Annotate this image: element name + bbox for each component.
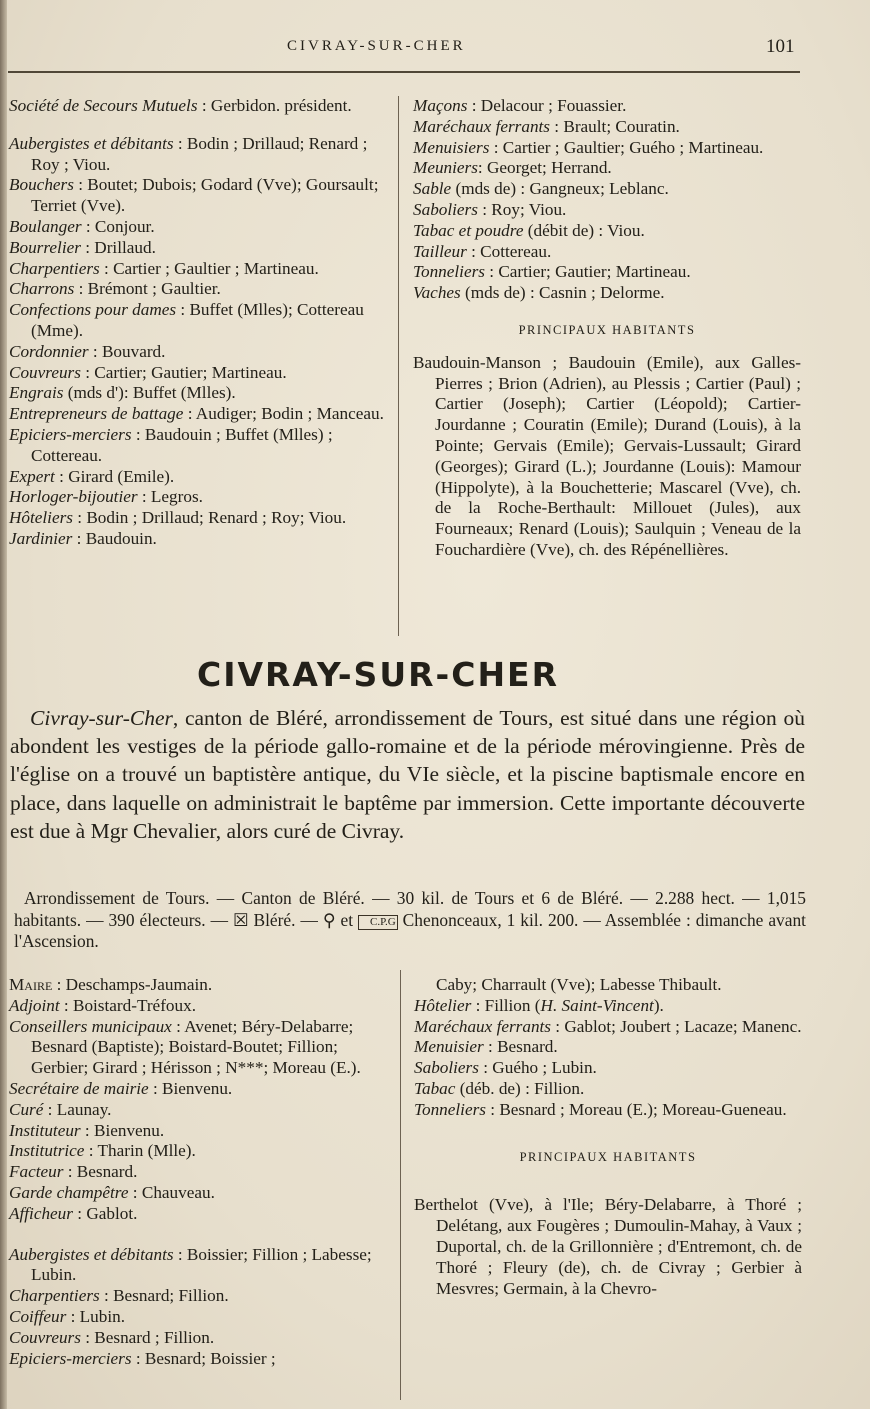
entry: Couvreurs : Besnard ; Fillion. [9, 1327, 215, 1347]
column-divider [400, 970, 401, 1400]
entry: Garde champêtre : Chauveau. [9, 1182, 215, 1202]
commune-introduction [10, 704, 805, 845]
entry: Tonneliers : Besnard ; Moreau (E.); Moreau-Gueneau. [414, 1099, 787, 1119]
entry: Maire : Deschamps-Jaumain. [9, 975, 213, 994]
entry: Confections pour dames : Buffet (Mlles); Cottereau (Mme). [9, 300, 364, 340]
post-office-icon: ☒ [232, 909, 249, 930]
entry: Boulanger : Conjour. [9, 216, 155, 236]
trades-right-column [414, 975, 802, 1299]
commune-name: Civray-sur-Cher [30, 706, 173, 730]
previous-left-column [9, 96, 384, 550]
entry: Charrons : Brémont ; Gaultier. [9, 279, 221, 299]
intro-text: , canton de Bléré, arrondissement de Tours, est situé dans une région où abondent les vestiges de la période gallo-romaine et de la période mérovingienne. Près de l'église on a trouvé un baptistère antique, du VIe siècle, et la piscine baptismale encore en place, dans laquelle on administrait le baptême par immersion. Cette importante découverte est due à Mgr Chevalier, alors curé de Civray. [10, 706, 805, 843]
entry: Epiciers-merciers : Besnard; Boissier ; [9, 1348, 276, 1368]
entry: Hôtelier : Fillion (H. Saint-Vincent). [414, 995, 664, 1015]
header-rule [8, 71, 800, 73]
entry: Adjoint : Boistard-Tréfoux. [9, 995, 196, 1015]
entry: Afficheur : Gablot. [9, 1203, 138, 1223]
entry: Tabac et poudre (débit de) : Viou. [413, 220, 645, 240]
entry: Charpentiers : Cartier ; Gaultier ; Martineau. [9, 258, 319, 278]
entry: Curé : Launay. [9, 1099, 112, 1119]
entry: Couvreurs : Cartier; Gautier; Martineau. [9, 362, 287, 382]
entry: Meuniers: Georget; Herrand. [413, 158, 612, 178]
entry: Bourrelier : Drillaud. [9, 237, 156, 257]
previous-right-column [413, 96, 801, 561]
entry: Maréchaux ferrants : Gablot; Joubert ; Lacaze; Manenc. [414, 1016, 802, 1036]
entry: Saboliers : Guého ; Lubin. [414, 1058, 597, 1078]
entry: Maçons : Delacour ; Fouassier. [413, 96, 627, 115]
column-divider [398, 96, 399, 636]
entry: Charpentiers : Besnard; Fillion. [9, 1286, 229, 1306]
entry: Maréchaux ferrants : Brault; Couratin. [413, 116, 680, 136]
habitants-list: Berthelot (Vve), à l'Ile; Béry-Delabarre, à Thoré ; Delétang, aux Fougères ; Dumoulin-Mahay, à Vaux ; Duportal, ch. de la Grillonnière ; d'Entremont, ch. de Thoré ; Fleury (de), ch. de Civray ; Gerbier à Mesvres; Germain, à la Chevro- [414, 1195, 802, 1298]
entry: Institutrice : Tharin (Mlle). [9, 1141, 196, 1161]
officials-column [9, 975, 387, 1369]
entry: Menuisier : Besnard. [414, 1037, 558, 1057]
telegraph-icon: ⚲ [322, 909, 336, 930]
entry: Instituteur : Bienvenu. [9, 1120, 165, 1140]
entry: Secrétaire de mairie : Bienvenu. [9, 1078, 233, 1098]
running-header [0, 38, 870, 62]
entry: Sable (mds de) : Gangneux; Leblanc. [413, 179, 669, 199]
entry: Bouchers : Boutet; Dubois; Godard (Vve); Goursault; Terriet (Vve). [9, 175, 379, 216]
entry: Horloger-bijoutier : Legros. [9, 487, 203, 507]
entry: Engrais (mds d'): Buffet (Mlles). [9, 383, 236, 403]
entry: Menuisiers : Cartier ; Gaultier; Guého ; Martineau. [413, 137, 764, 157]
habitants-heading: PRINCIPAUX HABITANTS [519, 1149, 697, 1164]
entry: Aubergistes et débitants : Bodin ; Drillaud; Renard ; Roy ; Viou. [9, 133, 368, 174]
entry: Entrepreneurs de battage : Audiger; Bodin ; Manceau. [9, 404, 384, 424]
cpg-badge: C.P.G [358, 915, 398, 930]
entry: Hôteliers : Bodin ; Drillaud; Renard ; Roy; Viou. [9, 508, 347, 528]
entry: Facteur : Besnard. [9, 1162, 138, 1182]
habitants-heading: PRINCIPAUX HABITANTS [518, 322, 696, 337]
entry: Tabac (déb. de) : Fillion. [414, 1078, 585, 1098]
entry: Jardinier : Baudouin. [9, 528, 157, 548]
habitants-list: Baudouin-Manson ; Baudouin (Emile), aux Galles-Pierres ; Brion (Adrien), au Plessis ; Cartier (Paul) ; Cartier (Joseph); Cartier (Léopold); Cartier-Jourdanne ; Couratin (Emile); Durand (Louis), à la Pointe; Gervais (Emile); Gervais-Lussault; Girard (Georges); Girard (L.); Jourdanne (Louis): Mamour (Hippolyte), à la Bouchetterie; Mascarel (Vve), ch. de la Roche-Berthault: Millouet (Jules), aux Fourneaux; Renard (Louis); Saulquin ; Veneau de la Fouchardière (Vve), ch. des Répénellières. [413, 352, 801, 559]
entry: Coiffeur : Lubin. [9, 1306, 126, 1326]
entry: Aubergistes et débitants : Boissier; Fillion ; Labesse; Lubin. [9, 1244, 372, 1285]
page-number: 101 [766, 36, 795, 57]
entry: Tonneliers : Cartier; Gautier; Martineau. [413, 262, 691, 282]
entry: Cordonnier : Bouvard. [9, 341, 166, 361]
entry: Société de Secours Mutuels : Gerbidon. président. [9, 96, 352, 115]
running-head-title: CIVRAY-SUR-CHER [287, 38, 466, 54]
entry: Epiciers-merciers : Baudouin ; Buffet (Mlles) ; Cottereau. [9, 424, 333, 465]
entry: Expert : Girard (Emile). [9, 466, 175, 486]
entry: Vaches (mds de) : Casnin ; Delorme. [413, 283, 665, 303]
commune-title: CIVRAY-SUR-CHER [196, 655, 560, 694]
binding-edge [0, 0, 7, 1409]
continuation: Caby; Charrault (Vve); Labesse Thibault. [436, 975, 722, 994]
entry: Saboliers : Roy; Viou. [413, 199, 567, 219]
commune-facts: Arrondissement de Tours. — Canton de Bléré. — 30 kil. de Tours et 6 de Bléré. — 2.288 hect. — 1,015 habitants. — 390 électeurs. — ☒ Bléré. — ⚲ et C.P.G Chenonceaux, 1 kil. 200. — Assemblée : dimanche avant l'Ascension. [14, 888, 806, 951]
entry: Tailleur : Cottereau. [413, 241, 552, 261]
entry: Conseillers municipaux : Avenet; Béry-Delabarre; Besnard (Baptiste); Boistard-Boutet; Fillion; Gerbier; Girard ; Hérisson ; N***; Moreau (E.). [9, 1016, 361, 1078]
